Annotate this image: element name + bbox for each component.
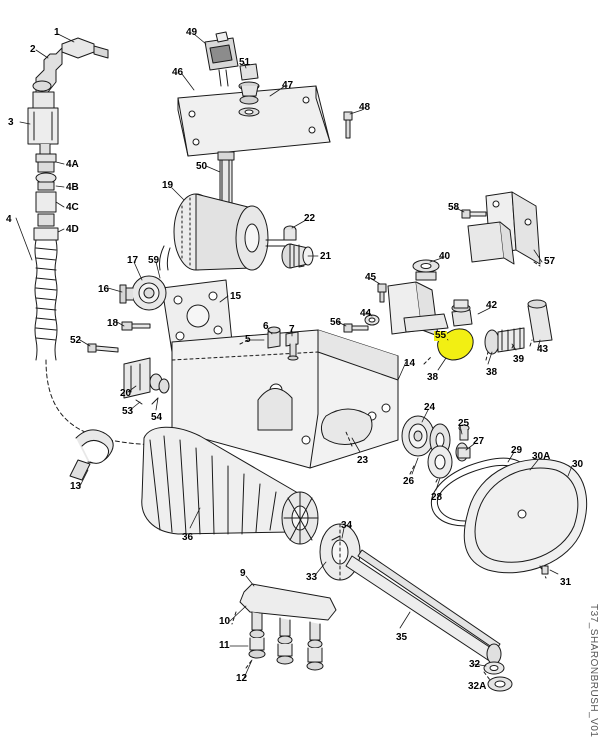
callout-number-21: 21 [320,251,332,262]
callout-number-35: 35 [396,632,408,643]
callout-number-28: 28 [431,492,443,503]
callout-number-45: 45 [365,272,377,283]
part-screw-18 [122,322,150,330]
part-shaft-35 [346,550,501,664]
callout-number-19: 19 [162,180,174,191]
callout-number-31: 31 [560,577,572,588]
callout-number-30: 30 [572,459,584,470]
part-valve-assembly [388,260,552,364]
callout-number-10: 10 [219,616,231,627]
callout-number-32A: 32A [468,681,487,692]
part-bracket-57 [462,192,540,266]
callout-number-23: 23 [357,455,369,466]
callout-number-4A: 4A [66,159,79,170]
callout-number-34: 34 [341,520,353,531]
callout-number-5: 5 [245,334,251,345]
callout-number-17: 17 [127,255,139,266]
part-switch-49 [205,32,238,86]
callout-number-44: 44 [360,308,372,319]
callout-number-40: 40 [439,251,451,262]
callout-number-24: 24 [424,402,436,413]
callout-number-33: 33 [306,572,318,583]
part-fastener-48 [344,112,352,138]
callout-number-4B: 4B [66,182,79,193]
callout-number-57: 57 [544,256,556,267]
callout-number-18: 18 [107,318,119,329]
callout-number-26: 26 [403,476,415,487]
callout-number-9: 9 [240,568,246,579]
callout-number-12: 12 [236,673,248,684]
callout-number-4: 4 [6,214,12,225]
callout-number-32: 32 [469,659,481,670]
part-hose-fitting-top [28,38,108,154]
callout-number-46: 46 [172,67,184,78]
watermark-label: T37_SHARONBRUSH_V01 [588,603,599,737]
callout-number-42: 42 [486,300,498,311]
callout-number-27: 27 [473,436,485,447]
callout-number-54: 54 [151,412,163,423]
callout-number-25: 25 [458,418,470,429]
part-bolt-50 [218,152,234,206]
callout-number-22: 22 [304,213,316,224]
callout-number-43: 43 [537,344,549,355]
callout-number-58: 58 [448,202,460,213]
callout-number-50: 50 [196,161,208,172]
part-motor-19 [160,194,314,270]
callout-number-59: 59 [148,255,160,266]
callout-number-15: 15 [230,291,242,302]
callout-number-51: 51 [239,57,251,68]
callout-number-52: 52 [70,335,82,346]
part-spray-manifold [232,584,336,670]
callout-number-39: 39 [513,354,525,365]
callout-number-13: 13 [70,481,82,492]
callout-number-4D: 4D [66,224,79,235]
callout-number-16: 16 [98,284,110,295]
part-bearing-17 [120,276,166,310]
callout-number-14: 14 [404,358,416,369]
callout-number-56: 56 [330,317,342,328]
part-clamp-13 [70,430,113,480]
callout-number-4C: 4C [66,202,79,213]
callout-number-38: 38 [427,372,439,383]
callout-number-30A: 30A [532,451,551,462]
callout-number-48: 48 [359,102,371,113]
callout-number-20: 20 [120,388,132,399]
callout-number-3: 3 [8,117,14,128]
callout-number-36: 36 [182,532,194,543]
callout-number-38: 38 [486,367,498,378]
part-cover-30 [464,459,586,578]
callout-number-49: 49 [186,27,198,38]
callout-number-55: 55 [435,330,447,341]
callout-number-47: 47 [282,80,294,91]
callout-number-2: 2 [30,44,36,55]
callout-number-1: 1 [54,27,60,38]
part-washer-32 [484,662,512,691]
callout-number-6: 6 [263,321,269,332]
callout-number-53: 53 [122,406,134,417]
callout-number-7: 7 [289,324,295,335]
callout-number-29: 29 [511,445,523,456]
callout-number-11: 11 [219,640,230,651]
